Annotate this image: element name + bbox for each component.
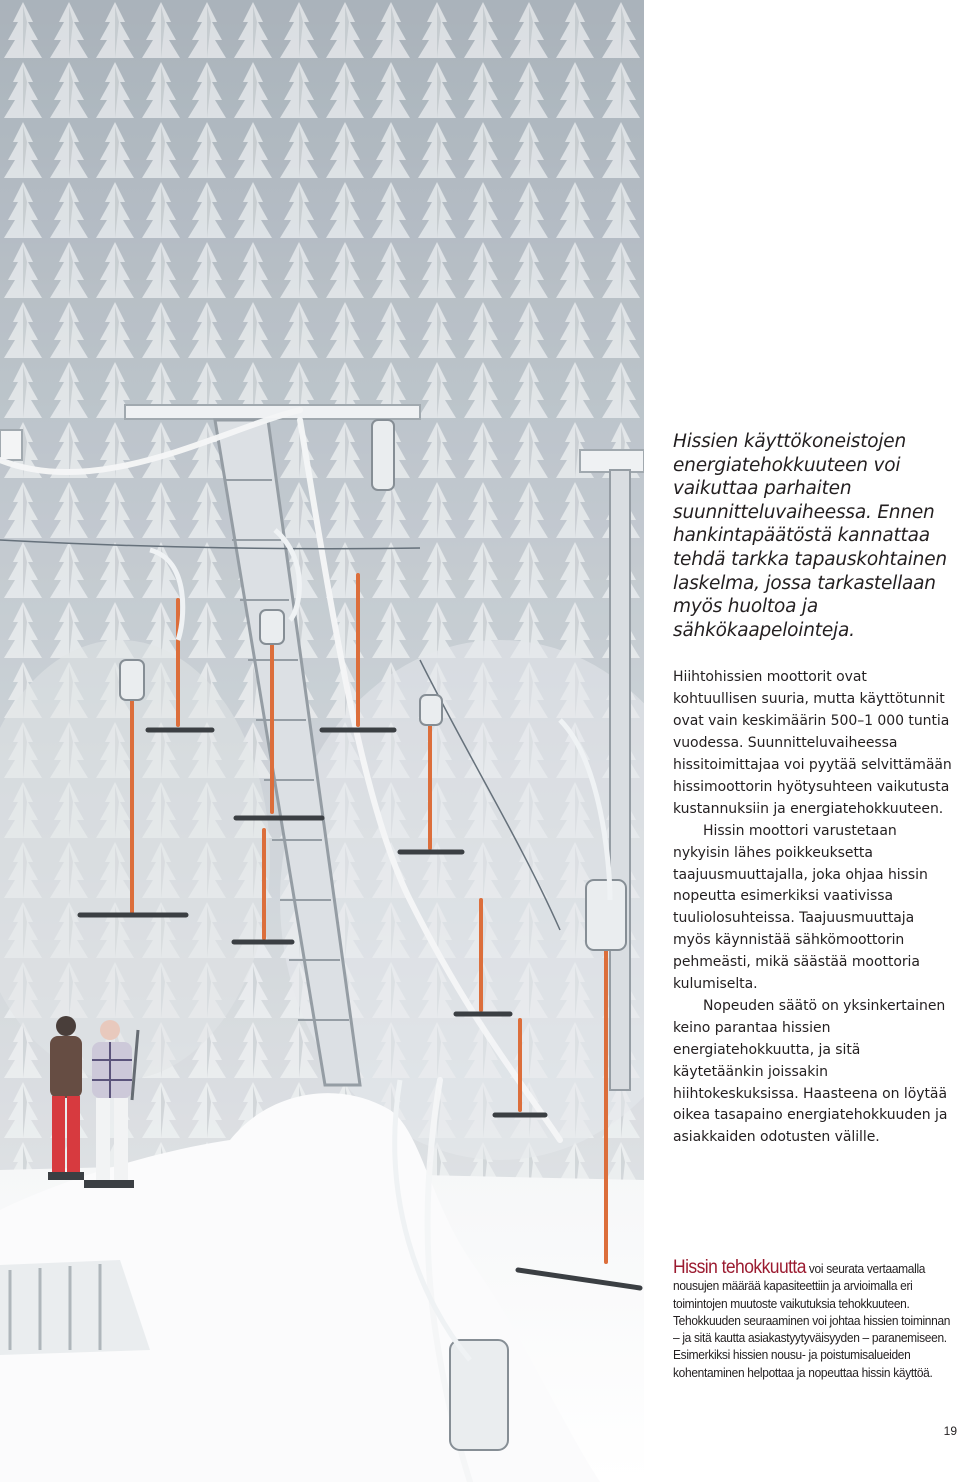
page-number: 19 — [943, 1424, 957, 1438]
lead-paragraph: Hissien käyttökoneistojen energiatehokkuuteen voi vaikuttaa parhaiten suunnitteluvaiheessa. Ennen hankintapäätöstä kannattaa tehdä tarkka tapauskohtainen laskelma, jossa tarkastellaan myös huoltoa ja sähkökaapelointeja. — [673, 431, 947, 641]
body-paragraph-2: Hissin moottori varustetaan nykyisin lähes poikkeuksetta taajuusmuuttajalla, joka ohjaa hissin nopeutta esimerkiksi vaativissa tuuliolosuhteissa. Taajuusmuuttaja myös käynnistää sähkömoottorin pehmeästi, mikä säästää moottoria kulumiselta. — [673, 822, 928, 993]
highlight-box — [673, 1259, 954, 1381]
text-column — [673, 430, 955, 1149]
body-paragraph-1: Hiihtohissien moottorit ovat kohtuullisen suuria, mutta käyttötunnit ovat vain keskimäärin 500–1 000 tuntia vuodessa. Suunnitteluvaiheessa hissitoimittajaa voi pyytää selvittämään hissimoottorin hyötysuhteen vaikutusta kustannuksiin ja energiatehokkuuteen. — [673, 669, 952, 817]
highlight-text: voi seurata vertaamalla nousujen määrää kapasiteettiin ja arvioimalla eri toimintojen muutoste vaikutuksia tehokkuuteen. Tehokkuuden seuraaminen voi johtaa hissien toiminnan – ja sitä kautta asiakastyytyväisyyden – paranemiseen. Esimerkiksi hissien nousu- ja poistumisalueiden kohentaminen helpottaa ja nopeuttaa hissin käyttöä. — [673, 1261, 951, 1380]
highlight-title: Hissin tehokkuutta — [673, 1257, 806, 1278]
body-text — [673, 667, 955, 1149]
body-paragraph-3: Nopeuden säätö on yksinkertainen keino parantaa hissien energiatehokkuutta, ja sitä käytetäänkin joissakin hiihtokeskuksissa. Haasteena on löytää oikea tasapaino energiatehokkuuden ja asiakkaiden odotusten välille. — [673, 997, 948, 1146]
